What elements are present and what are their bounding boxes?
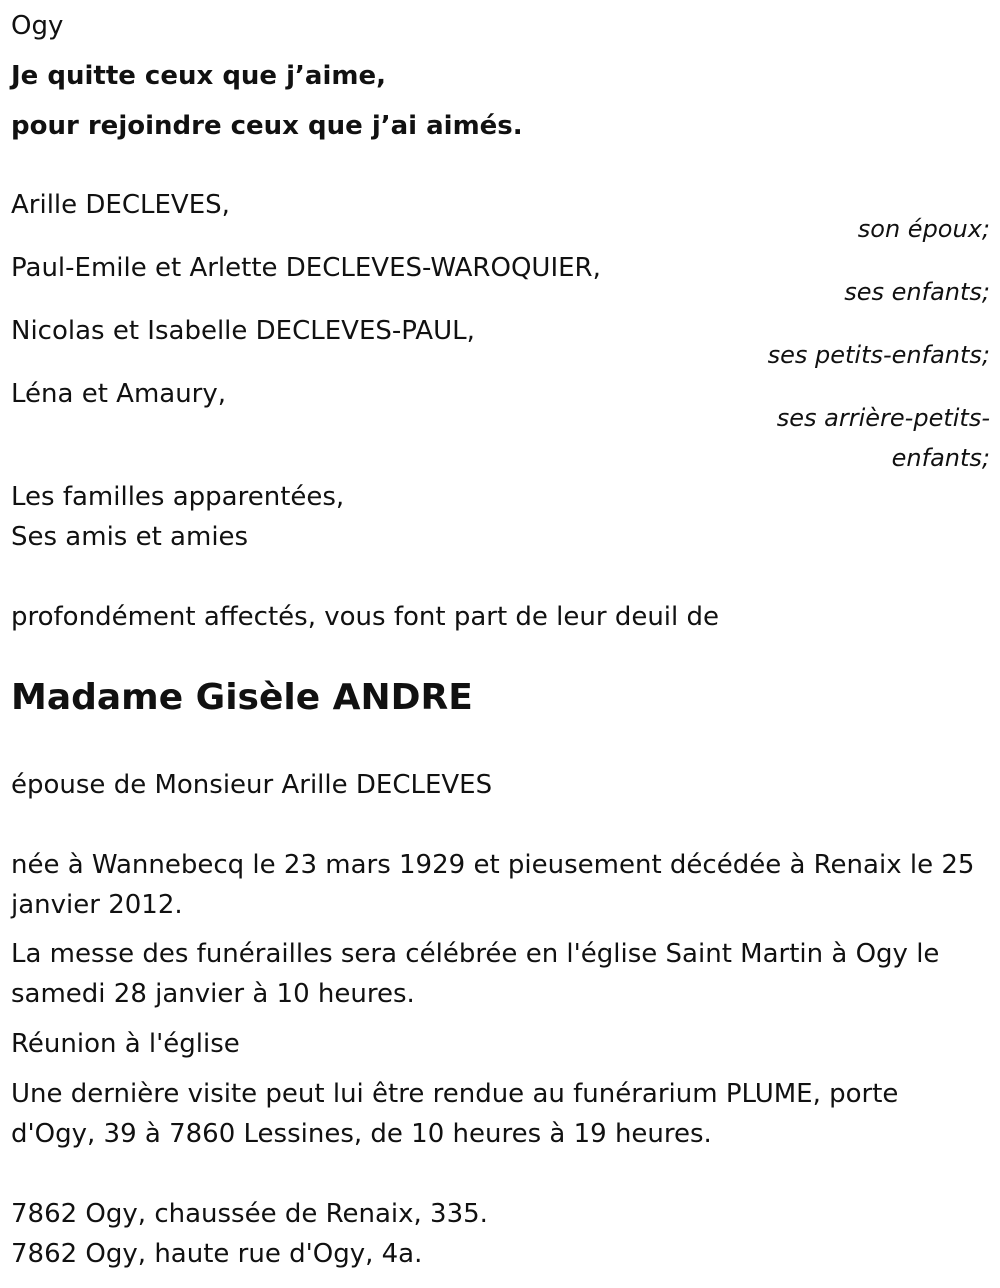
visit-text: Une dernière visite peut lui être rendue au funérarium PLUME, porte d'Ogy, 39 à 7860 Lessines, de 10 heures à 19 heures. xyxy=(11,1079,899,1149)
family-member-role: ses petits-enfants; xyxy=(767,341,990,369)
meeting-text: Réunion à l'église xyxy=(11,1029,240,1059)
location-label: Ogy xyxy=(11,11,64,41)
relatives-line-1: Les familles apparentées, xyxy=(11,482,345,512)
birth-death-text: née à Wannebecq le 23 mars 1929 et pieusement décédée à Renaix le 25 janvier 2012. xyxy=(11,850,975,920)
family-member-name: Arille DECLEVES, xyxy=(11,190,230,220)
family-member-name: Léna et Amaury, xyxy=(11,379,227,409)
announcement-text: profondément affectés, vous font part de leur deuil de xyxy=(11,602,720,632)
family-member-name: Nicolas et Isabelle DECLEVES-PAUL, xyxy=(11,316,475,346)
family-member-role: ses arrière-petits-enfants; xyxy=(776,404,990,472)
family-member-role: son époux; xyxy=(857,215,990,243)
epitaph-line-1: Je quitte ceux que j’aime, xyxy=(11,61,386,91)
family-member-role: ses enfants; xyxy=(844,278,990,306)
funeral-mass-text: La messe des funérailles sera célébrée en l'église Saint Martin à Ogy le samedi 28 janvier à 10 heures. xyxy=(11,939,940,1009)
spouse-line: épouse de Monsieur Arille DECLEVES xyxy=(11,770,493,800)
epitaph-line-2: pour rejoindre ceux que j’ai aimés. xyxy=(11,111,523,141)
address-line-2: 7862 Ogy, haute rue d'Ogy, 4a. xyxy=(11,1239,423,1269)
relatives-line-2: Ses amis et amies xyxy=(11,522,249,552)
address-line-1: 7862 Ogy, chaussée de Renaix, 335. xyxy=(11,1199,488,1229)
family-member-name: Paul-Emile et Arlette DECLEVES-WAROQUIER, xyxy=(11,253,601,283)
deceased-name: Madame Gisèle ANDRE xyxy=(11,677,473,718)
